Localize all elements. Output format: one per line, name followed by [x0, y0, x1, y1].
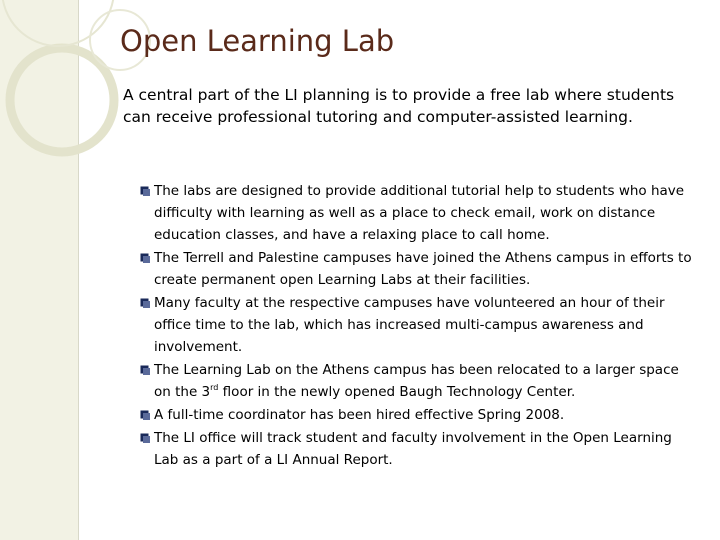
bullet-text: Many faculty at the respective campuses have volunteered an hour of their office time to the lab, which has increased multi-campus awareness and involvement. — [154, 295, 665, 355]
square-bullet-icon — [140, 186, 150, 196]
bullet-text: The LI office will track student and faculty involvement in the Open Learning Lab as a part of a LI Annual Report. — [154, 430, 672, 468]
square-bullet-icon — [140, 253, 150, 263]
square-bullet-icon — [140, 433, 150, 443]
ordinal-suffix: rd — [210, 383, 219, 392]
bullet-item — [140, 404, 695, 426]
page-title: Open Learning Lab — [120, 24, 395, 58]
bullet-text-after: floor in the newly opened Baugh Technology Center. — [218, 384, 576, 400]
bullet-text: The Terrell and Palestine campuses have joined the Athens campus in efforts to create permanent open Learning Labs at their facilities. — [154, 250, 692, 288]
bullet-text — [154, 362, 679, 400]
bullet-item — [140, 180, 695, 246]
intro-paragraph: A central part of the LI planning is to provide a free lab where students can receive professional tutoring and computer-assisted learning. — [123, 86, 675, 126]
bullet-item — [140, 427, 695, 471]
square-bullet-icon — [140, 298, 150, 308]
bullet-text: The labs are designed to provide additional tutorial help to students who have difficulty with learning as well as a place to check email, work on distance education classes, and have a relaxing place to call home. — [154, 183, 685, 243]
bullet-text-before: The Learning Lab on the Athens campus has been relocated to a larger space on the 3 — [154, 362, 679, 400]
square-bullet-icon — [140, 365, 150, 375]
bullet-item — [140, 292, 695, 358]
bullet-item — [140, 247, 695, 291]
square-bullet-icon — [140, 410, 150, 420]
bullet-text: A full-time coordinator has been hired effective Spring 2008. — [154, 407, 565, 423]
bullet-list — [140, 180, 695, 472]
bullet-item — [140, 359, 695, 403]
